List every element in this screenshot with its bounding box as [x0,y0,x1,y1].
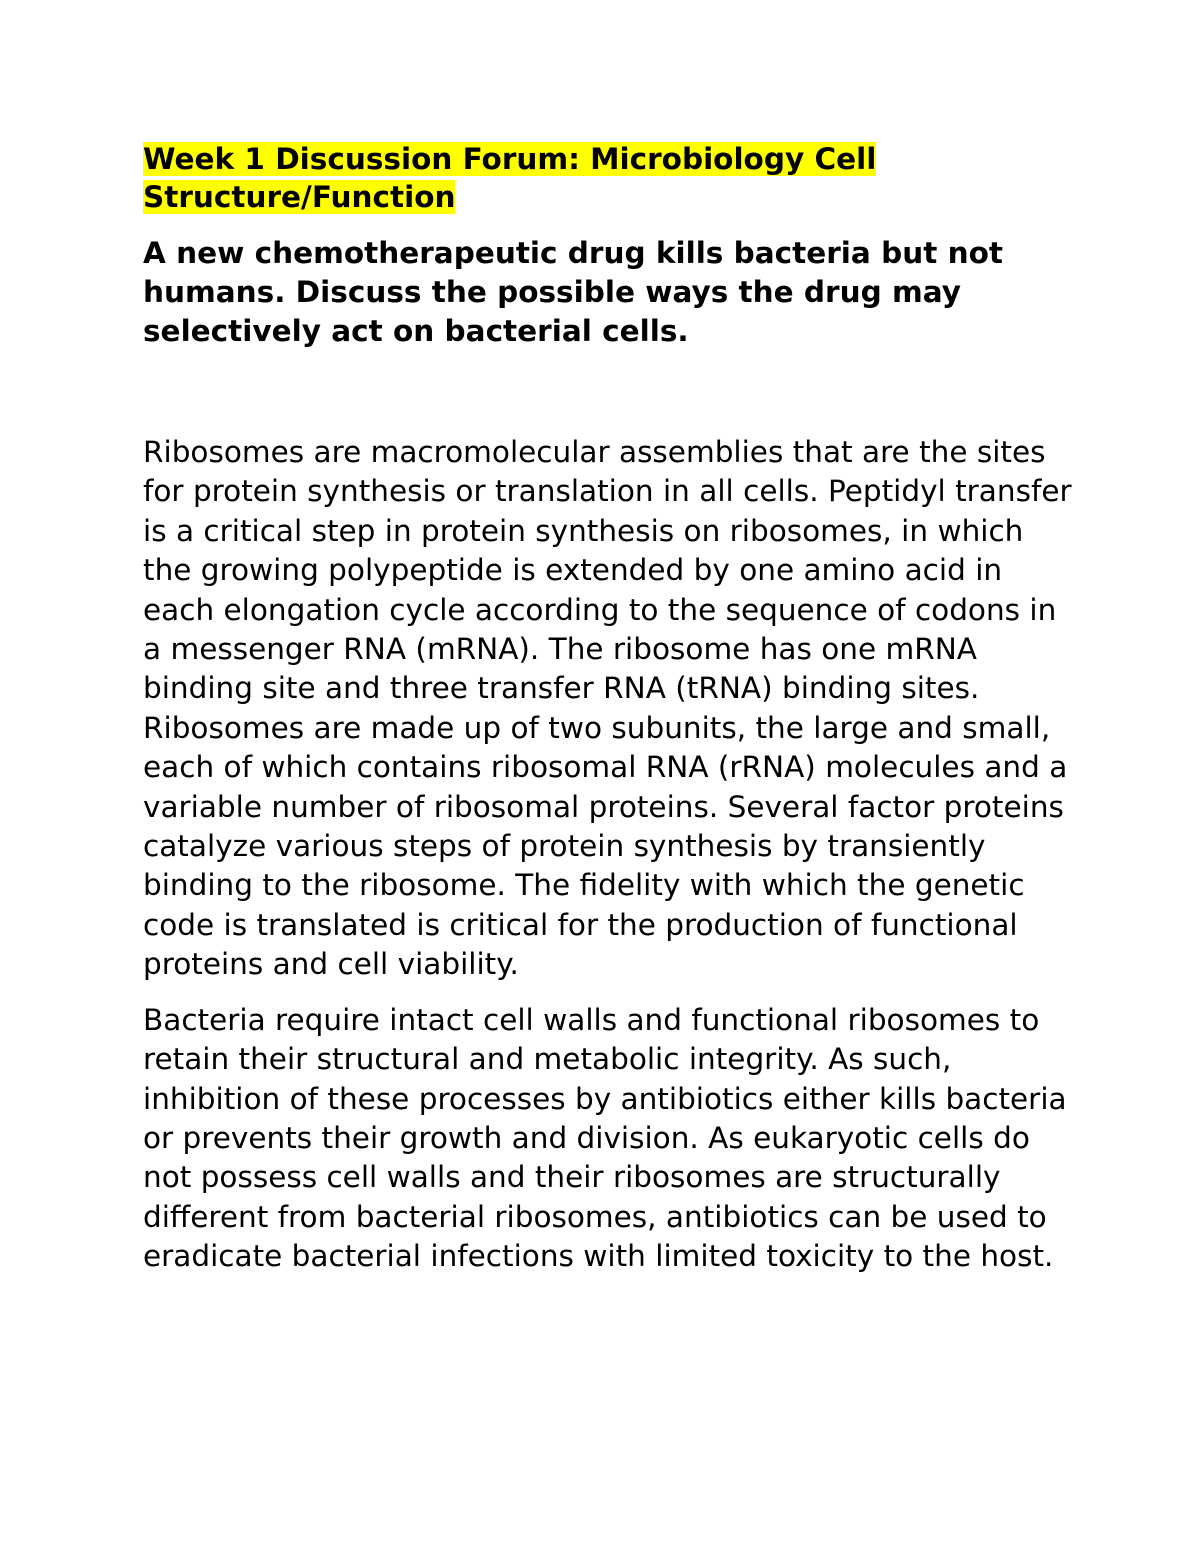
discussion-question: A new chemotherapeutic drug kills bacteria but not humans. Discuss the possible ways the drug may selectively act on bacterial cells. [143,236,1003,348]
title-highlight: Week 1 Discussion Forum: Microbiology Cell Structure/Function [143,142,877,214]
body-paragraph-ribosomes: Ribosomes are macromolecular assemblies that are the sites for protein synthesis or translation in all cells. Peptidyl transfer is a critical step in protein synthesis on ribosomes, in which the growing polypeptide is extended by one amino acid in each elongation cycle according to the sequence of codons in a messenger RNA (mRNA). The ribosome has one mRNA binding site and three transfer RNA (tRNA) binding sites. Ribosomes are made up of two subunits, the large and small, each of which contains ribosomal RNA (rRNA) molecules and a variable number of ribosomal proteins. Several factor proteins catalyze various steps of protein synthesis by transiently binding to the ribosome. The fidelity with which the genetic code is translated is critical for the production of functional proteins and cell viability. [143,435,1072,982]
document-page [143,140,1073,1277]
document-title [143,140,1073,216]
body-paragraph-bacteria: Bacteria require intact cell walls and functional ribosomes to retain their structural and metabolic integrity. As such, inhibition of these processes by antibiotics either kills bacteria or prevents their growth and division. As eukaryotic cells do not possess cell walls and their ribosomes are structurally different from bacterial ribosomes, antibiotics can be used to eradicate bacterial infections with limited toxicity to the host. [143,1002,1067,1274]
spacer [143,351,1073,433]
